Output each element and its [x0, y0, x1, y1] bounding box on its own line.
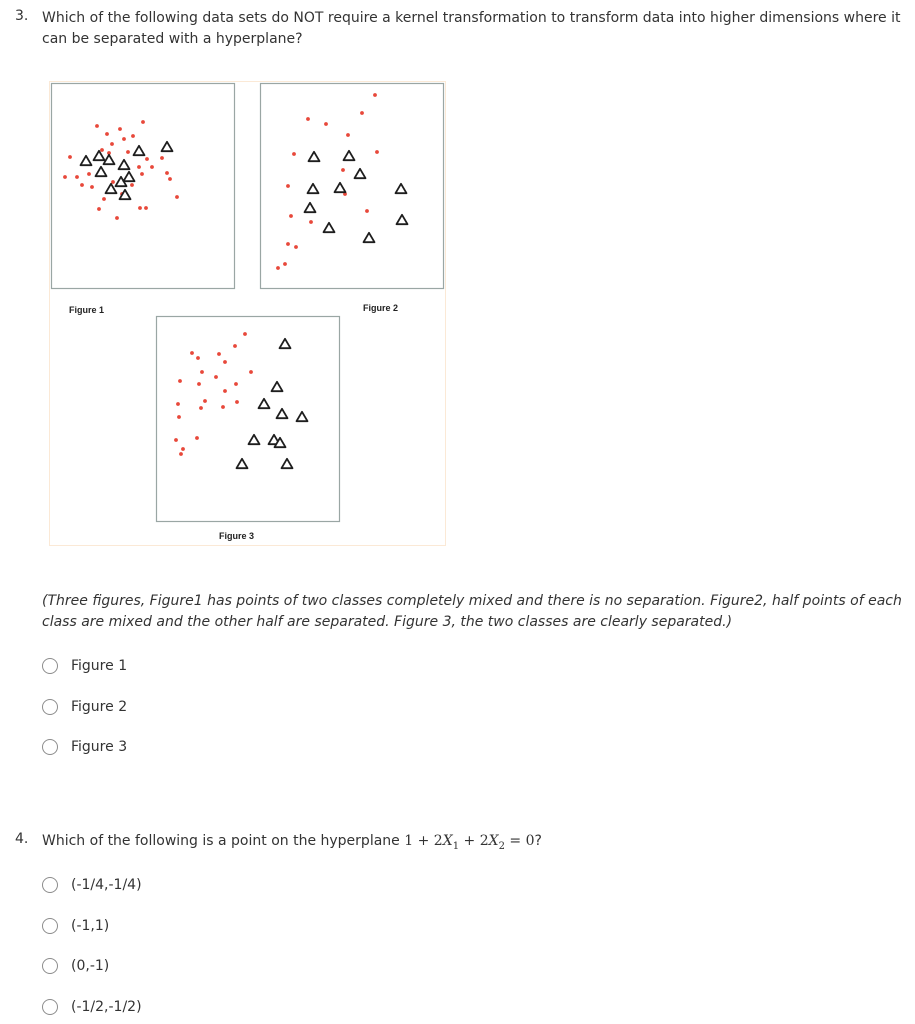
red-dot-point: [294, 245, 298, 249]
red-dot-point: [174, 438, 178, 442]
hyperplane-equation: $1 + 2X_1 + 2X_2 = 0$: [404, 833, 535, 852]
red-dot-point: [286, 184, 290, 188]
red-dot-point: [68, 155, 72, 159]
q4-option-b[interactable]: [42, 918, 109, 934]
red-dot-point: [179, 452, 183, 456]
red-dot-point: [214, 375, 218, 379]
figure-2-label: Figure 2: [363, 303, 399, 313]
red-dot-point: [177, 415, 181, 419]
red-dot-point: [223, 360, 227, 364]
option-label: Figure 2: [71, 699, 128, 715]
red-dot-point: [80, 183, 84, 187]
red-dot-point: [235, 400, 239, 404]
red-dot-point: [249, 370, 253, 374]
option-label: Figure 1: [71, 658, 128, 674]
red-dot-point: [309, 220, 313, 224]
red-dot-point: [217, 352, 221, 356]
red-dot-point: [324, 122, 328, 126]
red-dot-point: [137, 165, 141, 169]
red-dot-point: [243, 332, 247, 336]
figure-3-label: Figure 3: [219, 531, 255, 541]
question-4-text: [42, 831, 902, 857]
red-dot-point: [102, 197, 106, 201]
red-dot-point: [276, 266, 280, 270]
red-dot-point: [178, 379, 182, 383]
red-dot-point: [87, 172, 91, 176]
radio-button[interactable]: [42, 739, 58, 755]
red-dot-point: [144, 206, 148, 210]
red-dot-point: [292, 152, 296, 156]
q3-option-figure-2[interactable]: [42, 699, 127, 715]
red-dot-point: [176, 402, 180, 406]
radio-button[interactable]: [42, 999, 58, 1015]
figure-1-label: Figure 1: [69, 305, 105, 315]
option-label: (-1,1): [71, 918, 110, 934]
red-dot-point: [90, 185, 94, 189]
red-dot-point: [168, 177, 172, 181]
red-dot-point: [97, 207, 101, 211]
question-3-text: Which of the following data sets do NOT require a kernel transformation to transform data into higher dimensions where it can be separated with a hyperplane?: [42, 10, 901, 47]
red-dot-point: [141, 120, 145, 124]
q4-option-a[interactable]: [42, 877, 142, 893]
red-dot-point: [200, 370, 204, 374]
red-dot-point: [365, 209, 369, 213]
red-dot-point: [373, 93, 377, 97]
red-dot-point: [140, 172, 144, 176]
q4-option-c[interactable]: [42, 958, 109, 974]
red-dot-point: [110, 142, 114, 146]
red-dot-point: [145, 157, 149, 161]
radio-button[interactable]: [42, 658, 58, 674]
red-dot-point: [203, 399, 207, 403]
red-dot-point: [197, 382, 201, 386]
option-label: Figure 3: [71, 739, 128, 755]
red-dot-point: [95, 124, 99, 128]
red-dot-point: [283, 262, 287, 266]
option-label: (0,-1): [71, 958, 110, 974]
red-dot-point: [181, 447, 185, 451]
red-dot-point: [105, 132, 109, 136]
radio-button[interactable]: [42, 699, 58, 715]
red-dot-point: [138, 206, 142, 210]
red-dot-point: [131, 134, 135, 138]
red-dot-point: [122, 137, 126, 141]
q3-option-figure-3[interactable]: [42, 739, 127, 755]
radio-button[interactable]: [42, 918, 58, 934]
figure-3-panel: [157, 317, 340, 522]
red-dot-point: [130, 183, 134, 187]
red-dot-point: [286, 242, 290, 246]
figure-1-panel: [52, 84, 235, 289]
red-dot-point: [63, 175, 67, 179]
figures-image: [49, 81, 446, 546]
red-dot-point: [165, 171, 169, 175]
red-dot-point: [346, 133, 350, 137]
option-label: (-1/2,-1/2): [71, 999, 142, 1015]
red-dot-point: [150, 165, 154, 169]
red-dot-point: [221, 405, 225, 409]
radio-button[interactable]: [42, 877, 58, 893]
radio-button[interactable]: [42, 958, 58, 974]
question-4-text-after: ?: [534, 833, 542, 849]
red-dot-point: [118, 127, 122, 131]
red-dot-point: [196, 356, 200, 360]
question-4-number: 4.: [15, 831, 29, 847]
red-dot-point: [233, 344, 237, 348]
red-dot-point: [199, 406, 203, 410]
question-3-number: 3.: [15, 8, 29, 24]
red-dot-point: [190, 351, 194, 355]
red-dot-point: [341, 168, 345, 172]
red-dot-point: [126, 150, 130, 154]
red-dot-point: [175, 195, 179, 199]
red-dot-point: [115, 216, 119, 220]
q4-option-d[interactable]: [42, 999, 142, 1015]
figure-description: (Three figures, Figure1 has points of two classes completely mixed and there is no separation. Figure2, half points of each class are mixed and the other half are separated. Figure 3, the two classes are clearly separated.): [42, 593, 902, 630]
red-dot-point: [223, 389, 227, 393]
red-dot-point: [75, 175, 79, 179]
option-label: (-1/4,-1/4): [71, 877, 142, 893]
q3-option-figure-1[interactable]: [42, 658, 127, 674]
question-4-text-before: Which of the following is a point on the hyperplane: [42, 833, 405, 849]
red-dot-point: [306, 117, 310, 121]
red-dot-point: [360, 111, 364, 115]
red-dot-point: [100, 148, 104, 152]
red-dot-point: [375, 150, 379, 154]
red-dot-point: [195, 436, 199, 440]
red-dot-point: [234, 382, 238, 386]
red-dot-point: [289, 214, 293, 218]
red-dot-point: [160, 156, 164, 160]
